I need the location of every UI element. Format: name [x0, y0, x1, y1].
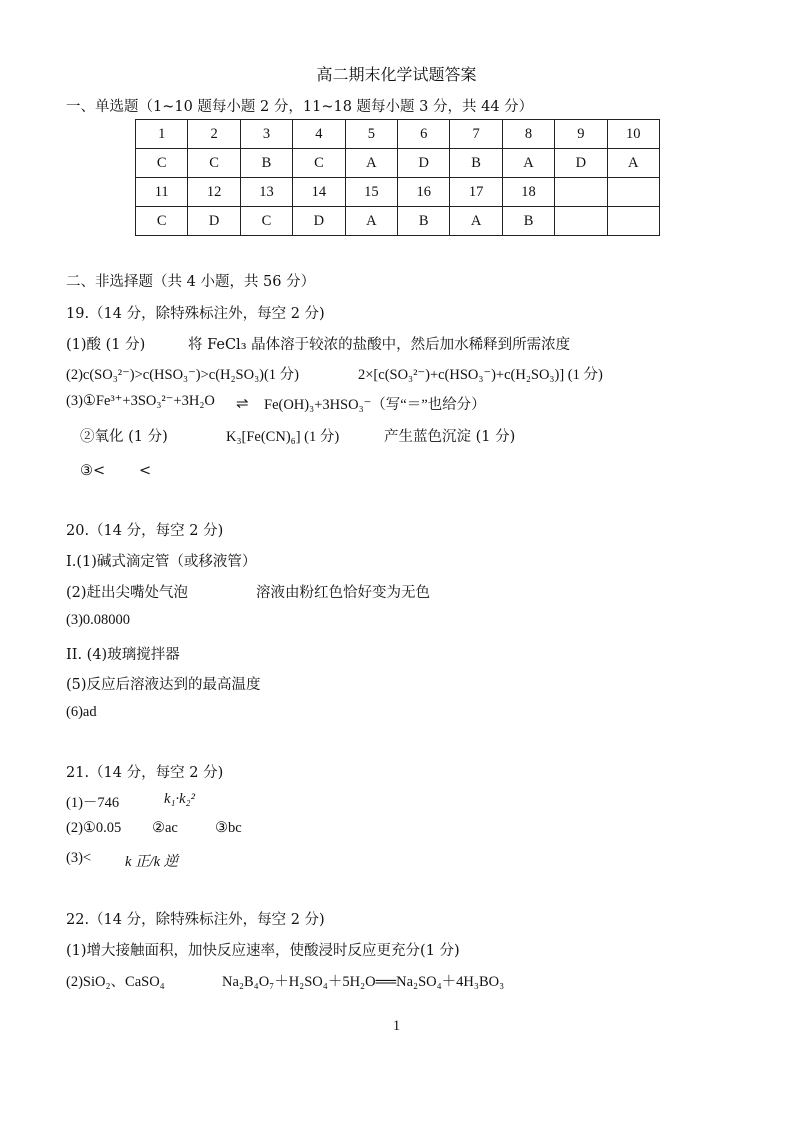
table-cell: 9 — [555, 120, 607, 149]
q20-line3: (3)0.08000 — [66, 612, 131, 628]
table-cell: 7 — [450, 120, 502, 149]
table-cell: C — [293, 149, 345, 178]
table-row — [136, 207, 660, 236]
table-cell: 1 — [136, 120, 188, 149]
table-cell: 15 — [345, 178, 397, 207]
table-cell: 11 — [136, 178, 188, 207]
q19-a1-label: (1)酸 (1 分) — [66, 337, 146, 353]
table-cell: 3 — [240, 120, 292, 149]
table-cell: 6 — [398, 120, 450, 149]
q19-a2-left: (2)c(SO₃²⁻)>c(HSO₃⁻)>c(H₂SO₃)(1 分) — [66, 367, 299, 383]
table-cell: A — [345, 149, 397, 178]
q19-a3-right: Fe(OH)₃+3HSO₃⁻（写“＝”也给分） — [264, 397, 486, 413]
q19-a3b-3: 产生蓝色沉淀 (1 分) — [384, 429, 516, 445]
q20-line5: (5)反应后溶液达到的最高温度 — [66, 677, 261, 693]
table-cell: C — [188, 149, 240, 178]
table-cell: 8 — [502, 120, 554, 149]
q21-line1b: k₁·k₂² — [164, 791, 195, 807]
q19-a3-left: (3)①Fe³⁺+3SO₃²⁻+3H₂O — [66, 393, 215, 409]
page-number: 1 — [392, 1018, 401, 1034]
table-cell: A — [502, 149, 554, 178]
q21-line3a: (3)< — [66, 850, 92, 866]
table-row — [136, 178, 660, 207]
q21-header: 21.（14 分，每空 2 分) — [66, 765, 224, 781]
q22-line2b: Na₂B₄O₇＋H₂SO₄＋5H₂O══Na₂SO₄＋4H₃BO₃ — [222, 974, 505, 990]
q21-line3b: k 正/k 逆 — [125, 854, 179, 870]
table-cell — [607, 178, 659, 207]
table-cell: D — [188, 207, 240, 236]
q20-line2a: (2)赶出尖嘴处气泡 — [66, 585, 189, 601]
table-cell: C — [240, 207, 292, 236]
q21-line2a: (2)①0.05 — [66, 820, 122, 836]
q20-header: 20.（14 分，每空 2 分) — [66, 523, 224, 539]
table-cell: 10 — [607, 120, 659, 149]
table-cell: C — [136, 149, 188, 178]
q19-a3b-2: K₃[Fe(CN)₆] (1 分) — [226, 429, 340, 445]
table-cell: 2 — [188, 120, 240, 149]
page-title: 高二期末化学试题答案 — [316, 65, 477, 84]
q19-a2-right: 2×[c(SO₃²⁻)+c(HSO₃⁻)+c(H₂SO₃)] (1 分) — [358, 367, 603, 383]
table-cell: D — [555, 149, 607, 178]
q20-line4: II. (4)玻璃搅拌器 — [66, 647, 180, 663]
table-cell: A — [345, 207, 397, 236]
q19-a1-text: 将 FeCl₃ 晶体溶于较浓的盐酸中，然后加水稀释到所需浓度 — [188, 337, 571, 353]
q19-header: 19.（14 分，除特殊标注外，每空 2 分) — [66, 306, 325, 322]
table-cell: B — [450, 149, 502, 178]
table-cell: C — [136, 207, 188, 236]
q21-line2b: ②ac — [152, 820, 178, 836]
table-cell: B — [502, 207, 554, 236]
table-cell: 13 — [240, 178, 292, 207]
table-cell: 17 — [450, 178, 502, 207]
table-row — [136, 120, 660, 149]
table-cell: 14 — [293, 178, 345, 207]
answer-table — [135, 119, 660, 236]
q22-line1: (1)增大接触面积，加快反应速率，使酸浸时反应更充分(1 分) — [66, 943, 460, 959]
table-cell: D — [398, 149, 450, 178]
table-cell: 16 — [398, 178, 450, 207]
q22-header: 22.（14 分，除特殊标注外，每空 2 分) — [66, 912, 325, 928]
equilibrium-arrow-icon: ⇌ — [236, 396, 249, 412]
q21-line2c: ③bc — [215, 820, 242, 836]
q20-line2b: 溶液由粉红色恰好变为无色 — [256, 585, 430, 601]
q21-line1a: (1)－746 — [66, 795, 120, 811]
table-row — [136, 149, 660, 178]
q20-line1: Ⅰ.(1)碱式滴定管（或移液管） — [66, 554, 257, 570]
q19-a3c-1: ③< — [80, 463, 106, 479]
table-cell: A — [450, 207, 502, 236]
table-cell: A — [607, 149, 659, 178]
q20-line6: (6)ad — [66, 704, 97, 720]
q19-a3b-1: ②氧化 (1 分) — [80, 429, 168, 445]
table-cell: B — [398, 207, 450, 236]
section2-heading: 二、非选择题（共 4 小题，共 56 分） — [66, 274, 316, 290]
table-cell — [555, 178, 607, 207]
table-cell — [555, 207, 607, 236]
section1-heading: 一、单选题（1~10 题每小题 2 分，11~18 题每小题 3 分，共 44 分） — [66, 99, 534, 115]
table-cell: D — [293, 207, 345, 236]
table-cell: 4 — [293, 120, 345, 149]
table-cell: 5 — [345, 120, 397, 149]
table-cell — [607, 207, 659, 236]
table-cell: B — [240, 149, 292, 178]
q22-line2a: (2)SiO₂、CaSO₄ — [66, 974, 165, 990]
q19-a3c-2: < — [139, 463, 152, 479]
table-cell: 18 — [502, 178, 554, 207]
table-cell: 12 — [188, 178, 240, 207]
